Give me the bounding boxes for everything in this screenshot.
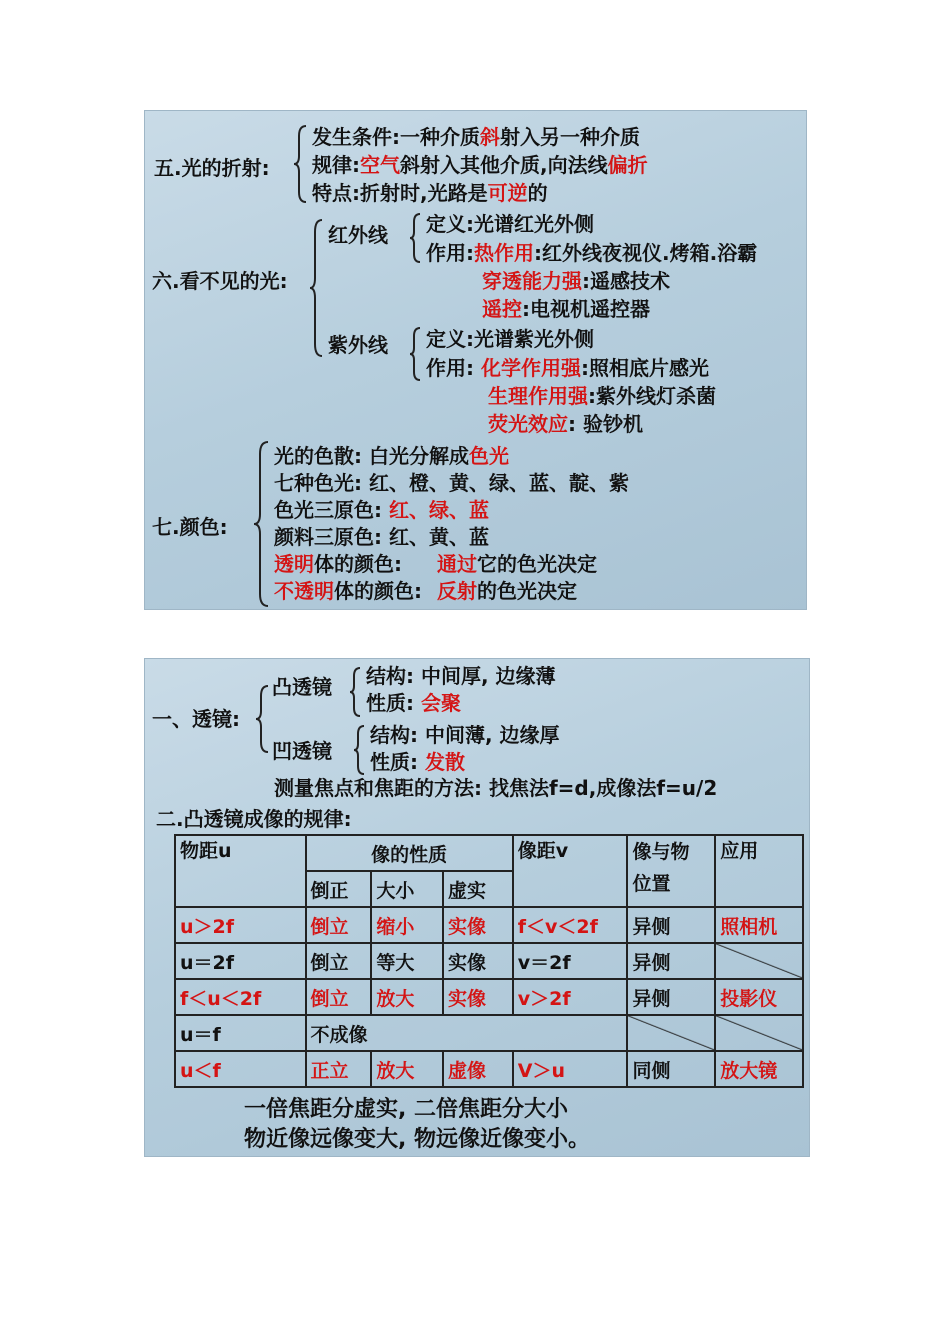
cell-position: 异侧: [627, 907, 715, 943]
imaging-rules-title: 二.凸透镜成像的规律:: [156, 807, 352, 831]
cell-v: V＞u: [513, 1051, 628, 1087]
cell-size: 等大: [371, 943, 443, 979]
refraction-rule: 规律:空气斜射入其他介质,向法线偏折: [312, 153, 648, 177]
cell-position: 同侧: [627, 1051, 715, 1087]
cell-position: 异侧: [627, 943, 715, 979]
color-seven-lights: 七种色光: 红、橙、黄、绿、蓝、靛、紫: [274, 471, 629, 495]
brace-lens: [256, 684, 270, 754]
ultraviolet-definition: 定义:光谱紫光外侧: [426, 327, 594, 351]
table-row: [175, 1051, 803, 1087]
lens-title: 一、透镜:: [152, 707, 240, 731]
brace-concave: [354, 724, 366, 776]
header-image-nature: 像的性质: [306, 835, 513, 871]
cell-u: u＝2f: [175, 943, 306, 979]
color-dispersion: 光的色散: 白光分解成色光: [274, 444, 509, 468]
brace-invisible-light: [310, 218, 324, 358]
cell-application-empty: [715, 1015, 803, 1051]
cell-v: f＜v＜2f: [513, 907, 628, 943]
convex-lens-label: 凸透镜: [272, 675, 332, 699]
header-application: 应用: [715, 835, 803, 907]
color-pigment-primaries: 颜料三原色: 红、黄、蓝: [274, 525, 489, 549]
brace-infrared: [410, 212, 422, 264]
cell-real-virtual: 实像: [443, 943, 513, 979]
table-row: [175, 907, 803, 943]
cell-application: 照相机: [715, 907, 803, 943]
slide-lens-summary: [144, 658, 810, 1157]
cell-size: 放大: [371, 979, 443, 1015]
header-size: 大小: [371, 871, 443, 907]
ultraviolet-physiological: 生理作用强:紫外线灯杀菌: [488, 384, 716, 408]
infrared-remote: 遥控:电视机遥控器: [482, 297, 650, 321]
concave-property: 性质: 发散: [370, 750, 465, 774]
infrared-label: 红外线: [328, 223, 388, 247]
cell-application: 放大镜: [715, 1051, 803, 1087]
cell-size: 缩小: [371, 907, 443, 943]
cell-size: 放大: [371, 1051, 443, 1087]
infrared-definition: 定义:光谱红光外侧: [426, 212, 594, 236]
color-transparent: 透明体的颜色: 通过它的色光决定: [274, 552, 597, 576]
imaging-rules-table: [174, 834, 804, 1088]
invisible-light-title: 六.看不见的光:: [152, 269, 288, 293]
cell-orientation: 正立: [306, 1051, 372, 1087]
ultraviolet-label: 紫外线: [328, 333, 388, 357]
header-orientation: 倒正: [306, 871, 372, 907]
refraction-condition: 发生条件:一种介质斜射入另一种介质: [312, 125, 640, 149]
convex-structure: 结构: 中间厚, 边缘薄: [366, 664, 556, 688]
table-header-row: [175, 835, 803, 871]
convex-property: 性质: 会聚: [366, 691, 461, 715]
header-position: 像与物 位置: [627, 835, 715, 907]
cell-v: v＝2f: [513, 943, 628, 979]
refraction-title: 五.光的折射:: [154, 156, 270, 180]
cell-orientation: 倒立: [306, 979, 372, 1015]
cell-real-virtual: 虚像: [443, 1051, 513, 1087]
cell-real-virtual: 实像: [443, 907, 513, 943]
color-opaque: 不透明体的颜色: 反射的色光决定: [274, 579, 577, 603]
cell-no-image: 不成像: [306, 1015, 628, 1051]
header-real-virtual: 虚实: [443, 871, 513, 907]
brace-refraction: [294, 124, 308, 204]
cell-orientation: 倒立: [306, 907, 372, 943]
summary-line-1: 一倍焦距分虚实, 二倍焦距分大小: [244, 1097, 569, 1122]
cell-u: u＝f: [175, 1015, 306, 1051]
cell-real-virtual: 实像: [443, 979, 513, 1015]
cell-u: u＞2f: [175, 907, 306, 943]
cell-position-empty: [627, 1015, 715, 1051]
cell-application-empty: [715, 943, 803, 979]
brace-convex: [350, 666, 362, 718]
ultraviolet-fluorescence: 荧光效应: 验钞机: [488, 412, 643, 436]
brace-ultraviolet: [410, 326, 422, 382]
infrared-use: 作用:热作用:红外线夜视仪.烤箱.浴霸: [426, 241, 758, 265]
table-row: [175, 979, 803, 1015]
summary-line-2: 物近像远像变大, 物远像近像变小。: [244, 1127, 591, 1152]
table-row: [175, 1015, 803, 1051]
concave-lens-label: 凹透镜: [272, 739, 332, 763]
cell-v: v＞2f: [513, 979, 628, 1015]
cell-u: u＜f: [175, 1051, 306, 1087]
cell-application: 投影仪: [715, 979, 803, 1015]
slide-optics-summary: [144, 110, 807, 610]
cell-orientation: 倒立: [306, 943, 372, 979]
table-row: [175, 943, 803, 979]
cell-u: f＜u＜2f: [175, 979, 306, 1015]
refraction-feature: 特点:折射时,光路是可逆的: [312, 181, 548, 205]
infrared-penetration: 穿透能力强:遥感技术: [482, 269, 670, 293]
ultraviolet-use: 作用: 化学作用强:照相底片感光: [426, 356, 709, 380]
cell-position: 异侧: [627, 979, 715, 1015]
focal-length-method: 测量焦点和焦距的方法: 找焦法f=d,成像法f=u/2: [274, 776, 718, 800]
brace-color: [254, 440, 270, 608]
color-title: 七.颜色:: [152, 515, 228, 539]
concave-structure: 结构: 中间薄, 边缘厚: [370, 723, 560, 747]
header-image-distance: 像距v: [513, 835, 628, 907]
header-object-distance: 物距u: [175, 835, 306, 907]
color-light-primaries: 色光三原色: 红、绿、蓝: [274, 498, 489, 522]
